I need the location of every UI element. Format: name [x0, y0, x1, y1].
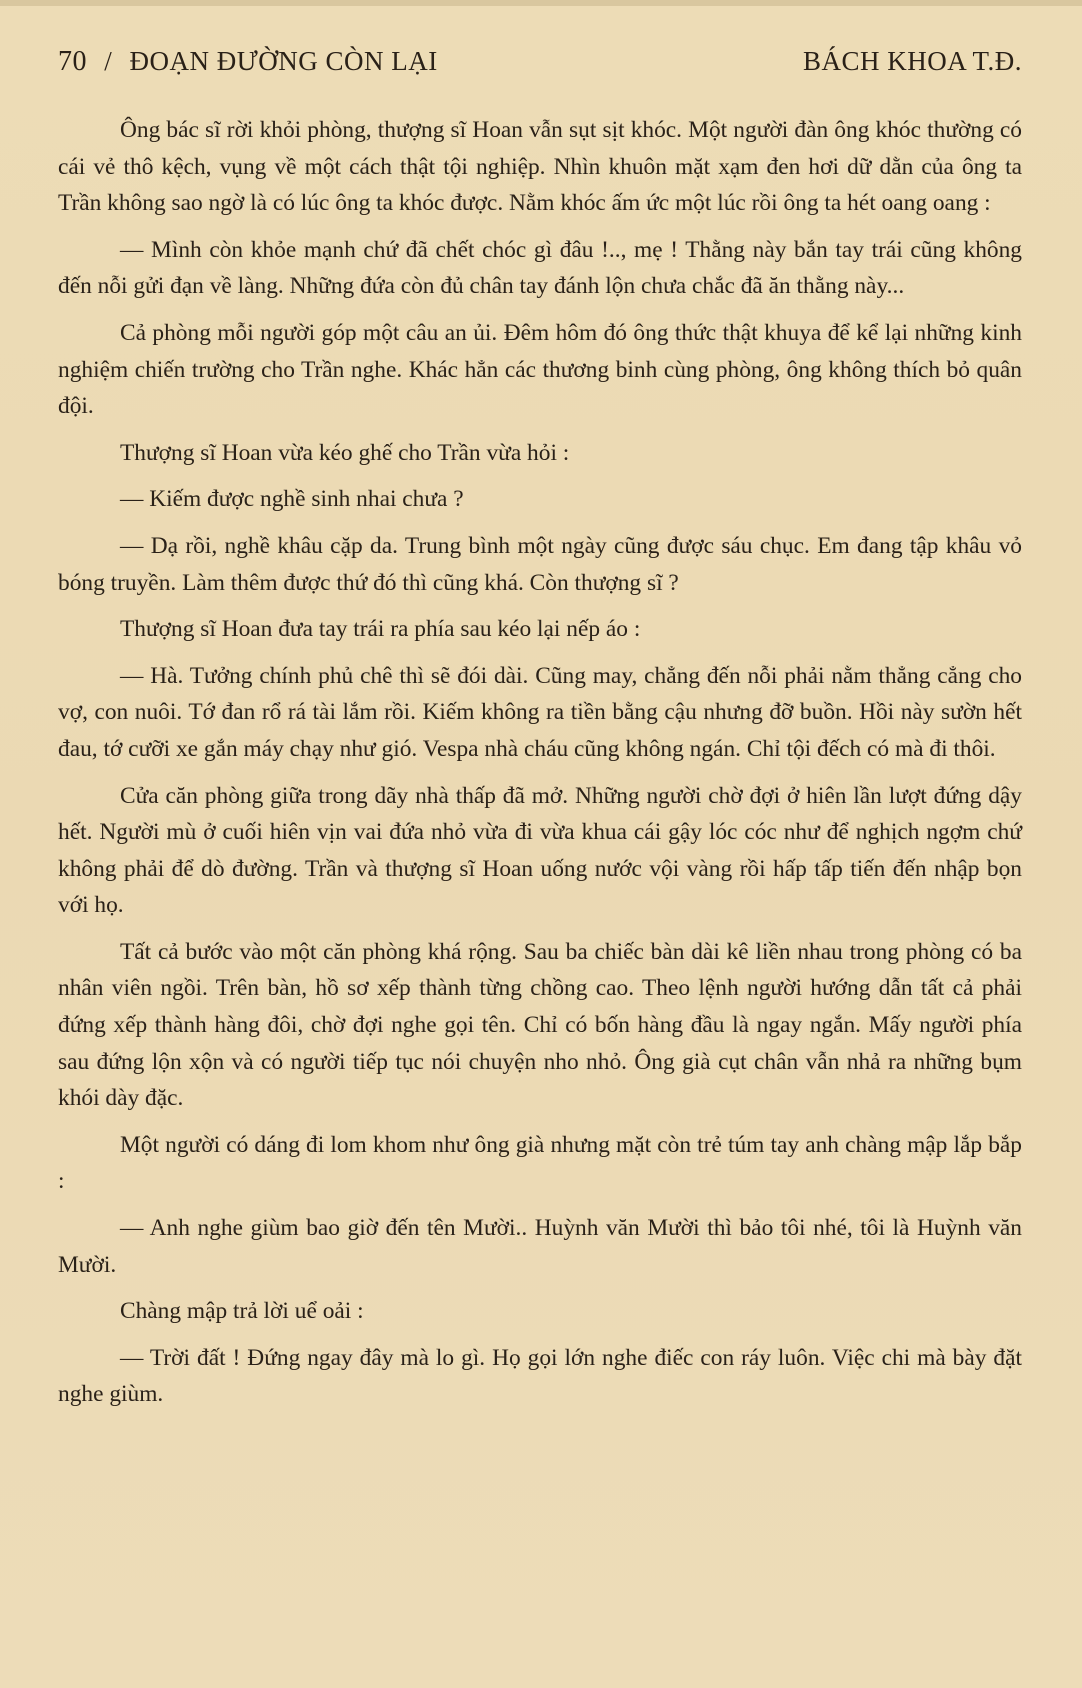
paragraph: Thượng sĩ Hoan vừa kéo ghế cho Trần vừa hỏi :: [120, 439, 570, 466]
dialogue-paragraph: — Hà. Tưởng chính phủ chê thì sẽ đói dài. Cũng may, chẳng đến nỗi phải nằm thẳng cẳng cho vợ, con nuôi. Tớ đan rổ rá tài lắm rồi. Kiếm không ra tiền bằng cậu nhưng đỡ buồn. Hồi này sườn hết đau, tớ cưỡi xe gắn máy chạy như gió. Vespa nhà cháu cũng không ngán. Chỉ tội đếch có mà đi thôi.: [58, 662, 1022, 762]
paragraph: Cả phòng mỗi người góp một câu an ủi. Đêm hôm đó ông thức thật khuya để kể lại những kinh nghiệm chiến trường cho Trần nghe. Khác hẳn các thương binh cùng phòng, ông không thích bỏ quân đội.: [58, 319, 1022, 420]
page-top-edge: [0, 0, 1082, 6]
header-left: [58, 46, 448, 78]
header-separator: /: [104, 46, 113, 76]
dialogue-paragraph: — Mình còn khỏe mạnh chứ đã chết chóc gì đâu !.., mẹ ! Thằng này bắn tay trái cũng không đến nỗi gửi đạn về làng. Những đứa còn đủ chân tay đánh lộn chưa chắc đã ăn thằng này...: [58, 236, 1022, 300]
paragraph: Ông bác sĩ rời khỏi phòng, thượng sĩ Hoan vẫn sụt sịt khóc. Một người đàn ông khóc thường có cái vẻ thô kệch, vụng về một cách thật tội nghiệp. Nhìn khuôn mặt xạm đen hơi dữ dằn của ông ta Trần không sao ngờ là có lúc ông ta khóc được. Nằm khóc ấm ức một lúc rồi ông ta hét oang oang :: [58, 117, 1022, 217]
dialogue-paragraph: — Kiếm được nghề sinh nhai chưa ?: [120, 486, 464, 513]
paragraph: Một người có dáng đi lom khom như ông già nhưng mặt còn trẻ túm tay anh chàng mập lắp bắp :: [58, 1131, 1022, 1195]
dialogue-paragraph: — Anh nghe giùm bao giờ đến tên Mười.. Huỳnh văn Mười thì bảo tôi nhé, tôi là Huỳnh văn Mười.: [58, 1215, 1022, 1278]
paragraph: Tất cả bước vào một căn phòng khá rộng. Sau ba chiếc bàn dài kê liền nhau trong phòng có ba nhân viên ngồi. Trên bàn, hồ sơ xếp thành từng chồng cao. Theo lệnh người hướng dẫn tất cả phải đứng xếp thành hàng đôi, chờ đợi nghe gọi tên. Chỉ có bốn hàng đầu là ngay ngắn. Mấy người phía sau đứng lộn xộn và có người tiếp tục nói chuyện nho nhỏ. Ông già cụt chân vẫn nhả ra những bụm khói dày đặc.: [58, 938, 1022, 1112]
running-header: [58, 46, 1022, 78]
dialogue-paragraph: — Trời đất ! Đứng ngay đây mà lo gì. Họ gọi lớn nghe điếc con ráy luôn. Việc chi mà bày đặt nghe giùm.: [58, 1344, 1022, 1408]
paragraph: Chàng mập trả lời uể oải :: [120, 1298, 364, 1325]
book-title: ĐOẠN ĐƯỜNG CÒN LẠI: [129, 46, 438, 76]
paragraph: Cửa căn phòng giữa trong dãy nhà thấp đã mở. Những người chờ đợi ở hiên lần lượt đứng dậy hết. Người mù ở cuối hiên vịn vai đứa nhỏ vừa đi vừa khua cái gậy lóc cóc như để nghịch ngợm chứ không phải để dò đường. Trần và thượng sĩ Hoan uống nước vội vàng rồi hấp tấp tiến đến nhập bọn với họ.: [58, 782, 1022, 919]
publication-name: BÁCH KHOA T.Đ.: [802, 46, 1022, 76]
dialogue-paragraph: — Dạ rồi, nghề khâu cặp da. Trung bình một ngày cũng được sáu chục. Em đang tập khâu vỏ bóng truyền. Làm thêm được thứ đó thì cũng khá. Còn thượng sĩ ?: [58, 532, 1022, 596]
body-text: [58, 112, 1022, 1413]
page-number: 70: [58, 46, 87, 77]
paragraph: Thượng sĩ Hoan đưa tay trái ra phía sau kéo lại nếp áo :: [120, 616, 641, 643]
